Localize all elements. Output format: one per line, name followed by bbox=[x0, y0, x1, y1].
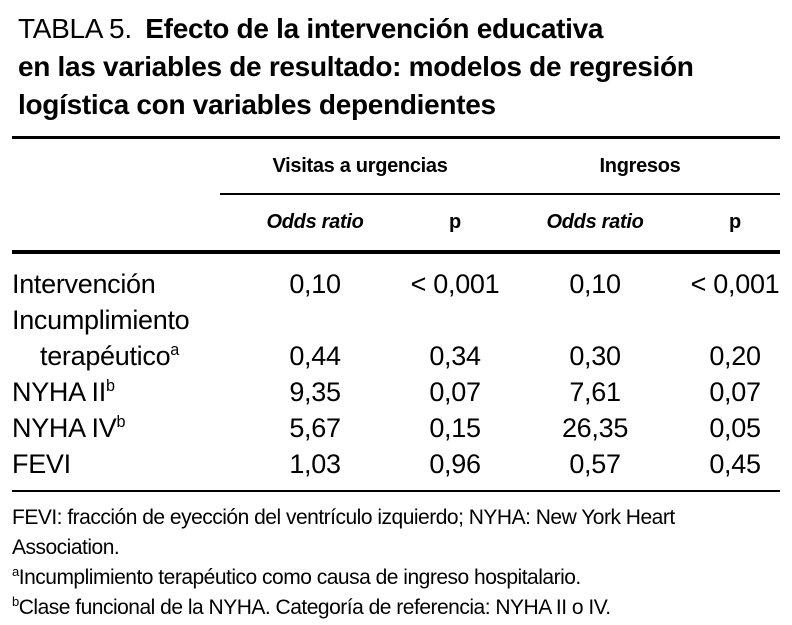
cell-value: 0,96 bbox=[429, 449, 481, 479]
cell-value: 0,05 bbox=[709, 413, 761, 443]
cell-value: 0,34 bbox=[429, 341, 481, 371]
row-label-intervencion bbox=[12, 252, 220, 302]
footnote-abbreviations-line-2: Association. bbox=[12, 536, 120, 559]
row-label-text: terapéutico bbox=[40, 341, 171, 371]
footnote-marker-b: b bbox=[12, 594, 19, 609]
row-label-nyha-iv bbox=[12, 410, 220, 446]
cell-value: 9,35 bbox=[289, 377, 341, 407]
table-row-fevi bbox=[12, 446, 780, 491]
results-table bbox=[12, 136, 780, 492]
group-header-visitas-urgencias: Visitas a urgencias bbox=[220, 138, 500, 195]
cell-value: 0,07 bbox=[429, 377, 481, 407]
table-row-nyha-iv bbox=[12, 410, 780, 446]
cell-value: 0,44 bbox=[289, 341, 341, 371]
cell-value: 1,03 bbox=[289, 449, 341, 479]
footnotes bbox=[12, 503, 780, 623]
table-title bbox=[18, 10, 780, 124]
row-label-incumplimiento bbox=[12, 302, 220, 374]
footnote-a-text: Incumplimiento terapéutico como causa de ingreso hospitalario. bbox=[18, 566, 581, 589]
col-header-p-visitas: p bbox=[410, 194, 500, 252]
cell-value: 7,61 bbox=[569, 377, 621, 407]
row-label-text: NYHA IV bbox=[12, 413, 117, 443]
cell-value: 0,15 bbox=[429, 413, 481, 443]
col-header-odds-ratio-ingresos: Odds ratio bbox=[500, 194, 690, 252]
row-label-line-2 bbox=[12, 338, 220, 374]
cell-value: 0,10 bbox=[569, 269, 621, 299]
footnote-marker-b: b bbox=[105, 377, 115, 395]
row-label-text: NYHA II bbox=[12, 377, 106, 407]
cell-value: 0,10 bbox=[289, 269, 341, 299]
table-row-nyha-ii bbox=[12, 374, 780, 410]
cell-value: 0,30 bbox=[569, 341, 621, 371]
group-header-row bbox=[12, 138, 780, 195]
cell-value: < 0,001 bbox=[690, 269, 780, 299]
col-header-odds-ratio-visitas: Odds ratio bbox=[220, 194, 410, 252]
footnote-b-text: Clase funcional de la NYHA. Categoría de referencia: NYHA II o IV. bbox=[18, 596, 611, 619]
row-label-text: FEVI bbox=[12, 449, 71, 479]
footnote-marker-a: a bbox=[12, 564, 19, 579]
row-label-nyha-ii bbox=[12, 374, 220, 410]
table-number-label: TABLA 5. bbox=[18, 13, 132, 44]
cell-value: 26,35 bbox=[561, 413, 629, 443]
footnote-marker-b: b bbox=[116, 413, 126, 431]
title-line-2: en las variables de resultado: modelos de regresión bbox=[18, 51, 694, 82]
footnote-abbreviations-line-1: FEVI: fracción de eyección del ventrículo izquierdo; NYHA: New York Heart bbox=[12, 506, 675, 529]
footnote-b bbox=[12, 593, 780, 623]
cell-value: 5,67 bbox=[289, 413, 341, 443]
table-row-incumplimiento bbox=[12, 302, 780, 374]
title-line-1: Efecto de la intervención educativa bbox=[145, 13, 604, 44]
corner-cell bbox=[12, 138, 220, 195]
empty-header-cell bbox=[12, 194, 220, 252]
table-row-intervencion bbox=[12, 252, 780, 302]
cell-value: 0,57 bbox=[569, 449, 621, 479]
row-label-fevi bbox=[12, 446, 220, 491]
cell-value: 0,45 bbox=[709, 449, 761, 479]
title-line-3: logística con variables dependientes bbox=[18, 89, 496, 120]
row-label-text: Intervención bbox=[12, 269, 156, 299]
footnote-a bbox=[12, 563, 780, 593]
group-header-ingresos: Ingresos bbox=[500, 138, 780, 195]
footnote-marker-a: a bbox=[170, 341, 179, 359]
col-header-p-ingresos: p bbox=[690, 194, 780, 252]
row-label-text: Incumplimiento bbox=[12, 305, 190, 335]
cell-value: 0,07 bbox=[709, 377, 761, 407]
cell-value: 0,20 bbox=[709, 341, 761, 371]
cell-value: < 0,001 bbox=[410, 269, 500, 299]
column-header-row bbox=[12, 194, 780, 252]
